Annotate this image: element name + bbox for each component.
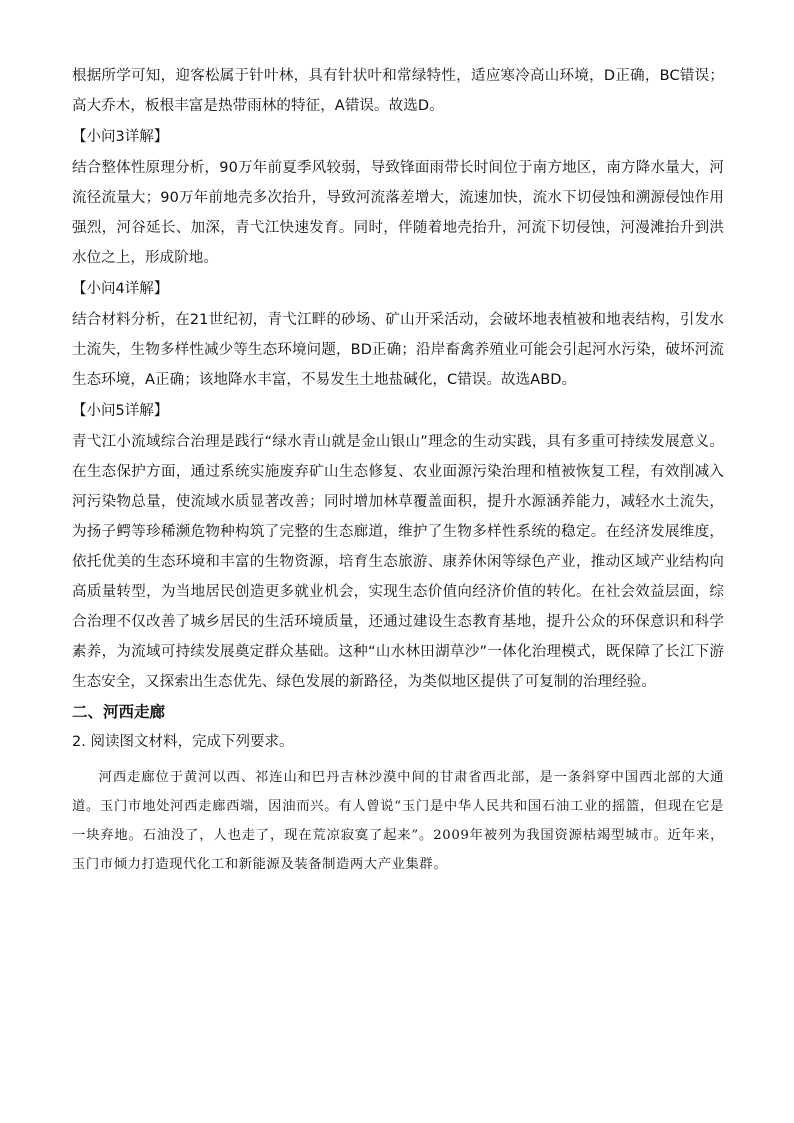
reading-material: 河西走廊位于黄河以西、祁连山和巴丹吉林沙漠中间的甘肃省西北部，是一条斜穿中国西北部的大通道。玉门市地处河西走廊西端，因油而兴。有人曾说“玉门是中华人民共和国石油工业的摇篮，但现在它是一块弃地。石油没了，人也走了，现在荒凉寂寞了起来”。2009年被列为我国资源枯竭型城市。近年来，玉门市倾力打造现代化工和新能源及装备制造两大产业集群。 xyxy=(72,770,724,872)
answer-paragraph-3: 结合整体性原理分析，90万年前夏季风较弱，导致锋面雨带长时间位于南方地区，南方降水量大，河流径流量大；90万年前地壳多次抬升，导致河流落差增大，流速加快，流水下切侵蚀和溯源侵蚀作用强烈，河谷延长、加深，青弋江快速发育。同时，伴随着地壳抬升，河流下切侵蚀，河漫滩抬升到洪水位之上，形成阶地。 xyxy=(72,160,724,266)
answer-paragraph-4: 结合材料分析，在21世纪初，青弋江畔的砂场、矿山开采活动，会破坏地表植被和地表结构，引发水土流失，生物多样性减少等生态环境问题，BD正确；沿岸畜禽养殖业可能会引起河水污染，破坏河流生态环境，A正确；该地降水丰富，不易发生土地盐碱化，C错误。故选ABD。 xyxy=(72,312,724,388)
subquestion-3-heading: 【小问3详解】 xyxy=(72,129,169,145)
answer-paragraph-5: 青弋江小流域综合治理是践行“绿水青山就是金山银山”理念的生动实践，具有多重可持续发展意义。在生态保护方面，通过系统实施废弃矿山生态修复、农业面源污染治理和植被恢复工程，有效削减入河污染物总量，使流域水质显著改善；同时增加林草覆盖面积，提升水源涵养能力，减轻水土流失，为扬子鳄等珍稀濒危物种构筑了完整的生态廊道，维护了生物多样性系统的稳定。在经济发展维度，依托优美的生态环境和丰富的生物资源，培育生态旅游、康养休闲等绿色产业，推动区域产业结构向高质量转型，为当地居民创造更多就业机会，实现生态价值向经济价值的转化。在社会效益层面，综合治理不仅改善了城乡居民的生活环境质量，还通过建设生态教育基地，提升公众的环保意识和科学素养，为流域可持续发展奠定群众基础。这种“山水林田湖草沙”一体化治理模式，既保障了长江下游生态安全，又探索出生态优先、绿色发展的新路径，为类似地区提供了可复制的治理经验。 xyxy=(72,434,724,690)
document-page xyxy=(72,61,724,879)
subquestion-5-heading: 【小问5详解】 xyxy=(72,403,169,419)
question-prompt: 2. 阅读图文材料，完成下列要求。 xyxy=(72,734,294,750)
answer-paragraph-2: 根据所学可知，迎客松属于针叶林，具有针状叶和常绿特性，适应寒冷高山环境，D正确，BC错误；高大乔木，板根丰富是热带雨林的特征，A错误。故选D。 xyxy=(72,68,724,114)
subquestion-4-heading: 【小问4详解】 xyxy=(72,281,169,297)
section-heading: 二、河西走廊 xyxy=(72,703,166,721)
